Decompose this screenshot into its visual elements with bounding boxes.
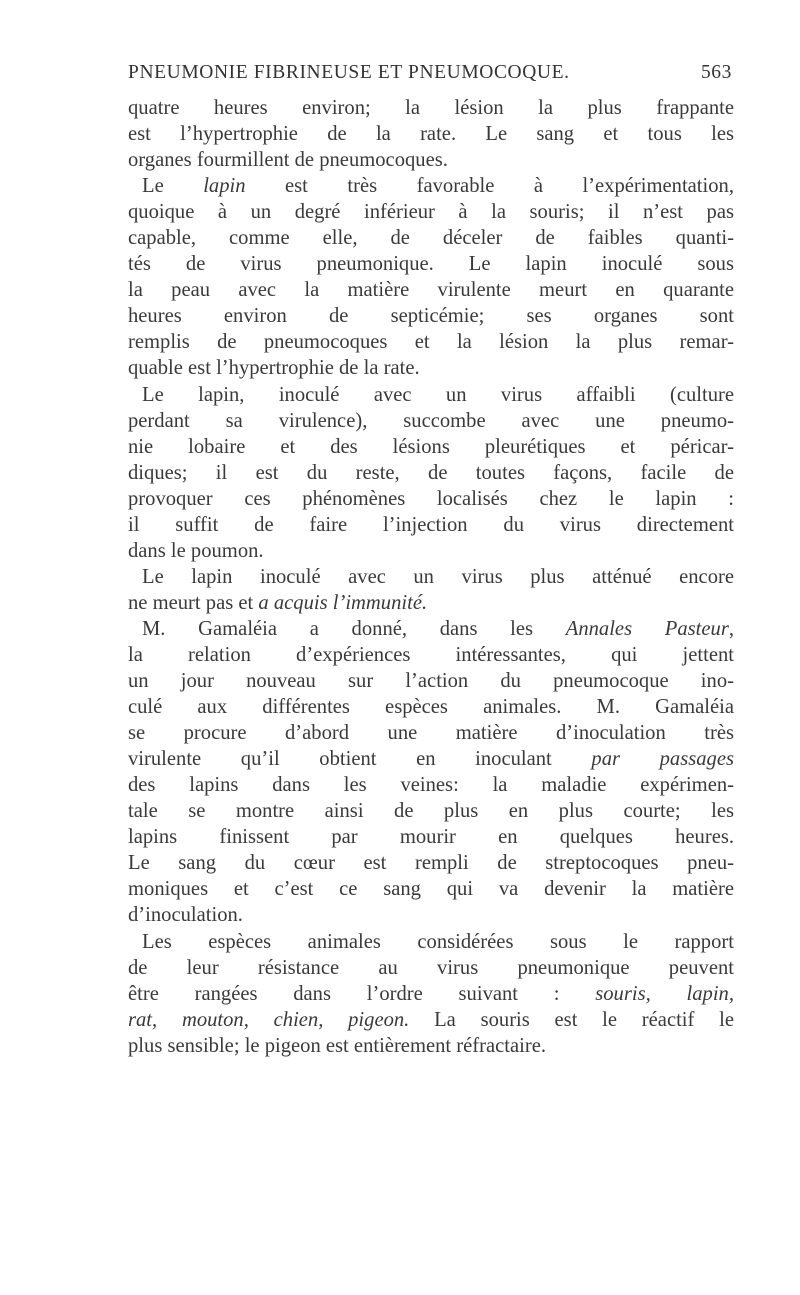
text-line — [128, 798, 734, 824]
text-line — [128, 251, 734, 277]
text-line — [128, 564, 734, 590]
text-run: nie lobaire et des lésions pleurétiques et péricar- — [128, 435, 734, 458]
text-line — [128, 668, 734, 694]
text-run: virulente qu’il obtient en inoculant — [128, 748, 592, 771]
text-line — [128, 434, 734, 460]
text-run: quoique à un degré inférieur à la souris; il n’est pas — [128, 201, 734, 224]
text-run: quable est l’hypertrophie de la rate. — [128, 357, 420, 380]
text-line — [128, 121, 734, 147]
text-run: capable, comme elle, de déceler de faibles quanti- — [128, 227, 734, 250]
text-run: de leur résistance au virus pneumonique peuvent — [128, 956, 734, 979]
text-line — [128, 850, 734, 876]
text-run: heures environ de septicémie; ses organes sont — [128, 305, 734, 328]
text-line — [128, 616, 734, 642]
text-run: un jour nouveau sur l’action du pneumocoque ino- — [128, 670, 734, 693]
italic-text-run: lapin — [203, 175, 246, 198]
text-line — [128, 981, 734, 1007]
text-line — [128, 355, 734, 381]
italic-text-run: rat, mouton, chien, pigeon. — [128, 1008, 410, 1031]
text-run: des lapins dans les veines: la maladie expérimen- — [128, 774, 734, 797]
text-line — [128, 382, 734, 408]
text-line — [128, 147, 734, 173]
text-run: M. Gamaléia a donné, dans les — [142, 617, 566, 640]
italic-text-run: par passages — [591, 748, 734, 771]
text-run: plus sensible; le pigeon est entièrement réfractaire. — [128, 1034, 546, 1057]
text-run: perdant sa virulence), succombe avec une pneumo- — [128, 409, 734, 432]
running-header — [128, 62, 732, 88]
text-run: se procure d’abord une matière d’inoculation très — [128, 722, 734, 745]
text-run: Les espèces animales considérées sous le rapport — [142, 930, 734, 953]
text-run: remplis de pneumocoques et la lésion la plus remar- — [128, 331, 734, 354]
text-line — [128, 929, 734, 955]
text-line — [128, 772, 734, 798]
text-run: culé aux différentes espèces animales. M. Gamaléia — [128, 696, 734, 719]
text-run: La souris est le réactif le — [409, 1008, 735, 1031]
text-run: être rangées dans l’ordre suivant : — [128, 982, 596, 1005]
text-run: Le — [142, 175, 204, 198]
text-line — [128, 329, 734, 355]
text-run: Le lapin, inoculé avec un virus affaibli (culture — [142, 383, 734, 406]
text-run: tale se montre ainsi de plus en plus courte; les — [128, 800, 734, 823]
body-text — [128, 95, 734, 1059]
text-line — [128, 460, 734, 486]
text-line — [128, 1033, 734, 1059]
text-line — [128, 173, 734, 199]
text-run: est très favorable à l’expérimentation, — [245, 175, 734, 198]
text-line — [128, 512, 734, 538]
text-line — [128, 746, 734, 772]
text-run: d’inoculation. — [128, 904, 243, 927]
text-run: diques; il est du reste, de toutes façons, facile de — [128, 461, 734, 484]
text-line — [128, 824, 734, 850]
text-run: provoquer ces phénomènes localisés chez le lapin : — [128, 487, 734, 510]
italic-text-run: a acquis l’immunité. — [258, 591, 428, 614]
text-line — [128, 1007, 734, 1033]
italic-text-run: Annales Pasteur — [565, 617, 729, 640]
text-line — [128, 590, 734, 616]
italic-text-run: souris, lapin, — [595, 982, 734, 1005]
text-run: la relation d’expériences intéressantes, qui jettent — [128, 643, 734, 666]
text-run: quatre heures environ; la lésion la plus frappante — [128, 97, 734, 119]
text-run: ne meurt pas et — [128, 591, 259, 614]
text-line — [128, 902, 734, 928]
text-line — [128, 303, 734, 329]
text-run: lapins finissent par mourir en quelques heures. — [128, 826, 734, 849]
text-line — [128, 225, 734, 251]
text-run: est l’hypertrophie de la rate. Le sang et tous les — [128, 123, 734, 146]
text-run: , — [728, 617, 734, 640]
text-run: dans le poumon. — [128, 539, 264, 562]
running-title: PNEUMONIE FIBRINEUSE ET PNEUMOCOQUE. — [128, 62, 570, 83]
text-run: Le sang du cœur est rempli de streptocoques pneu- — [128, 852, 734, 875]
text-line — [128, 277, 734, 303]
text-line — [128, 538, 734, 564]
text-run: tés de virus pneumonique. Le lapin inoculé sous — [128, 253, 734, 276]
text-line — [128, 642, 734, 668]
text-run: la peau avec la matière virulente meurt en quarante — [128, 279, 734, 302]
text-line — [128, 199, 734, 225]
text-run: moniques et c’est ce sang qui va devenir la matière — [128, 878, 734, 901]
text-run: il suffit de faire l’injection du virus directement — [128, 513, 734, 536]
text-line — [128, 408, 734, 434]
text-line — [128, 694, 734, 720]
text-line — [128, 95, 734, 121]
text-run: Le lapin inoculé avec un virus plus atténué encore — [142, 565, 734, 588]
text-line — [128, 720, 734, 746]
page-number: 563 — [700, 62, 732, 83]
text-line — [128, 955, 734, 981]
text-run: organes fourmillent de pneumocoques. — [128, 149, 448, 172]
text-line — [128, 876, 734, 902]
text-line — [128, 486, 734, 512]
